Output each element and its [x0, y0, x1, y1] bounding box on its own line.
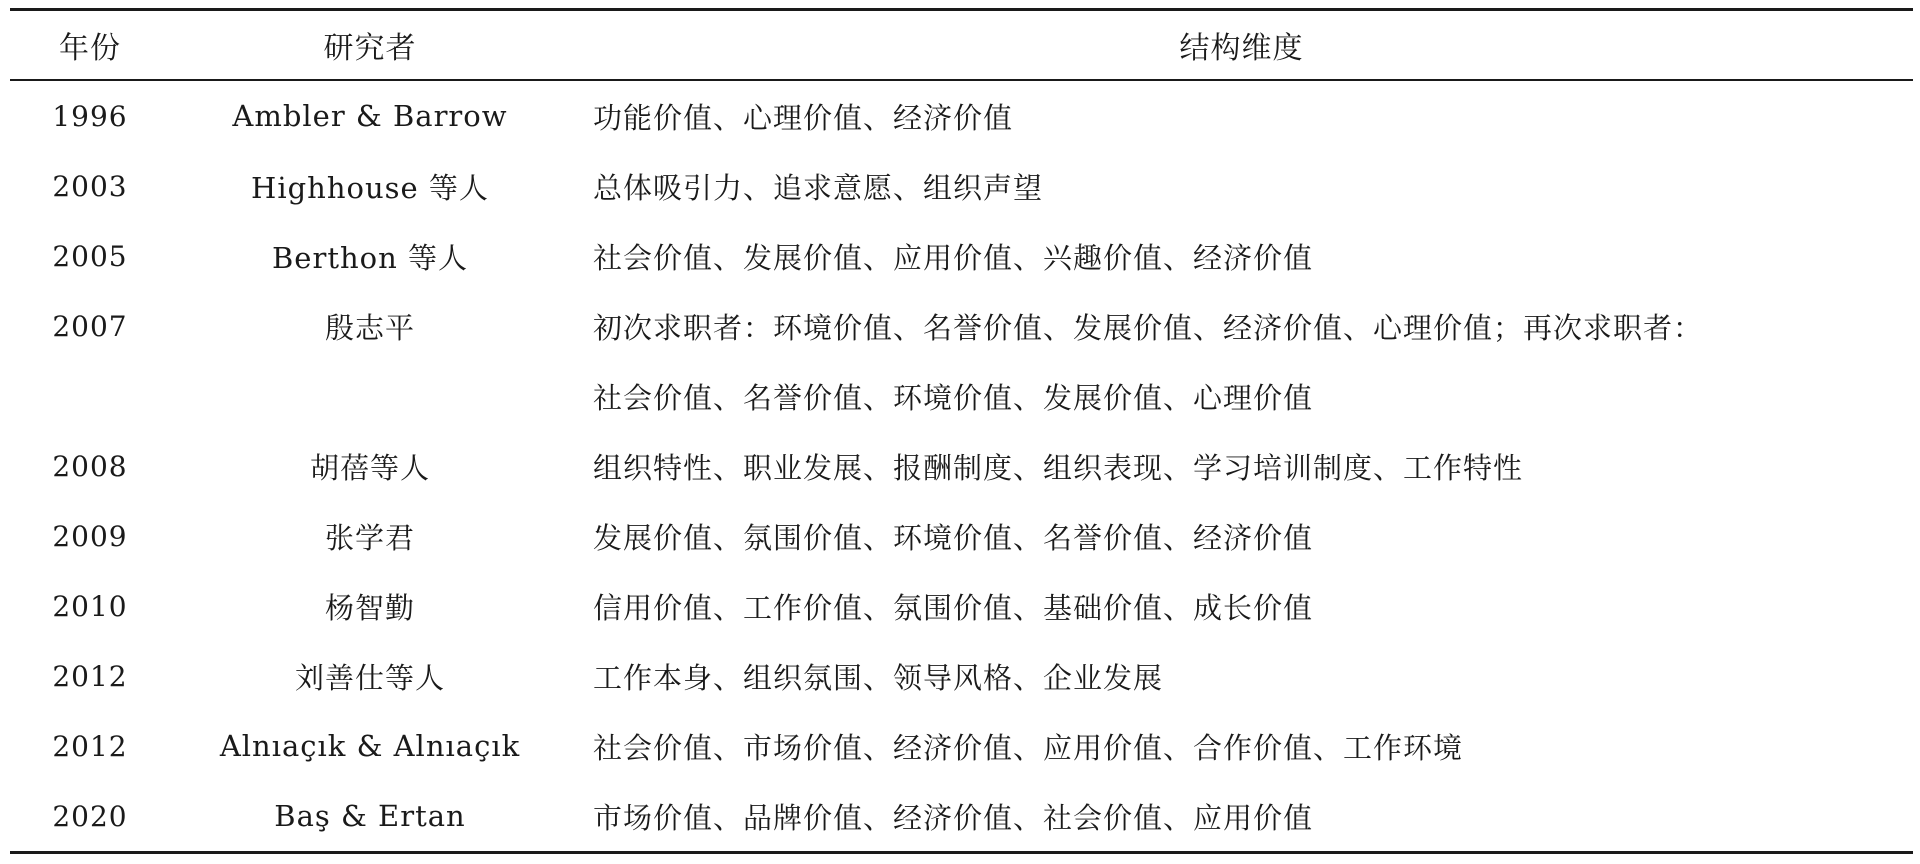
cell-year: 2003 — [52, 169, 128, 203]
table-bottom-rule — [10, 851, 1913, 854]
cell-dimensions: 工作本身、组织氛围、领导风格、企业发展 — [593, 660, 1164, 695]
cell-researcher: Alnıaçık & Alnıaçık — [219, 729, 521, 763]
cell-year: 2009 — [52, 519, 128, 553]
dimension-table — [10, 8, 1913, 854]
cell-dimensions: 发展价值、氛围价值、环境价值、名誉价值、经济价值 — [593, 520, 1314, 555]
cell-dimensions: 组织特性、职业发展、报酬制度、组织表现、学习培训制度、工作特性 — [593, 450, 1524, 485]
cell-year: 2010 — [52, 589, 128, 623]
cell-researcher: 刘善仕等人 — [294, 660, 445, 695]
cell-year: 2012 — [52, 659, 128, 693]
table-row — [10, 221, 1913, 291]
table-header-row — [10, 11, 1913, 79]
cell-dimensions: 市场价值、品牌价值、经济价值、社会价值、应用价值 — [593, 800, 1314, 835]
cell-researcher: 张学君 — [324, 520, 415, 555]
table-row — [10, 501, 1913, 571]
cell-researcher: 殷志平 — [324, 310, 415, 345]
header-dimensions: 结构维度 — [1179, 31, 1304, 66]
table-row — [10, 431, 1913, 501]
cell-researcher: Ambler & Barrow — [232, 99, 508, 133]
header-researcher: 研究者 — [323, 31, 417, 66]
table-row — [10, 151, 1913, 221]
table-row — [10, 711, 1913, 781]
cell-dimensions: 功能价值、心理价值、经济价值 — [593, 100, 1014, 135]
cell-researcher: 胡蓓等人 — [309, 450, 430, 485]
cell-dimensions: 社会价值、市场价值、经济价值、应用价值、合作价值、工作环境 — [593, 730, 1464, 765]
cell-year: 2012 — [52, 729, 128, 763]
cell-researcher: Highhouse 等人 — [251, 170, 489, 205]
cell-year: 2007 — [52, 309, 128, 343]
cell-researcher: Berthon 等人 — [271, 240, 469, 275]
table-row — [10, 781, 1913, 851]
cell-dimensions: 初次求职者：环境价值、名誉价值、发展价值、经济价值、心理价值；再次求职者： — [593, 310, 1704, 345]
cell-dimensions: 信用价值、工作价值、氛围价值、基础价值、成长价值 — [593, 590, 1314, 625]
cell-dimensions: 总体吸引力、追求意愿、组织声望 — [593, 170, 1044, 205]
table-row — [10, 81, 1913, 151]
cell-researcher: Baş & Ertan — [274, 799, 466, 833]
table-body — [10, 81, 1913, 851]
table-row — [10, 291, 1913, 361]
cell-year: 1996 — [52, 99, 128, 133]
table-row — [10, 571, 1913, 641]
header-year: 年份 — [59, 31, 121, 66]
cell-year: 2020 — [52, 799, 128, 833]
cell-year: 2005 — [52, 239, 128, 273]
cell-dimensions: 社会价值、发展价值、应用价值、兴趣价值、经济价值 — [593, 240, 1314, 275]
cell-year: 2008 — [52, 449, 128, 483]
cell-dimensions: 社会价值、名誉价值、环境价值、发展价值、心理价值 — [593, 380, 1314, 415]
table-row — [10, 641, 1913, 711]
cell-researcher: 杨智勤 — [324, 590, 415, 625]
table-row — [10, 361, 1913, 431]
